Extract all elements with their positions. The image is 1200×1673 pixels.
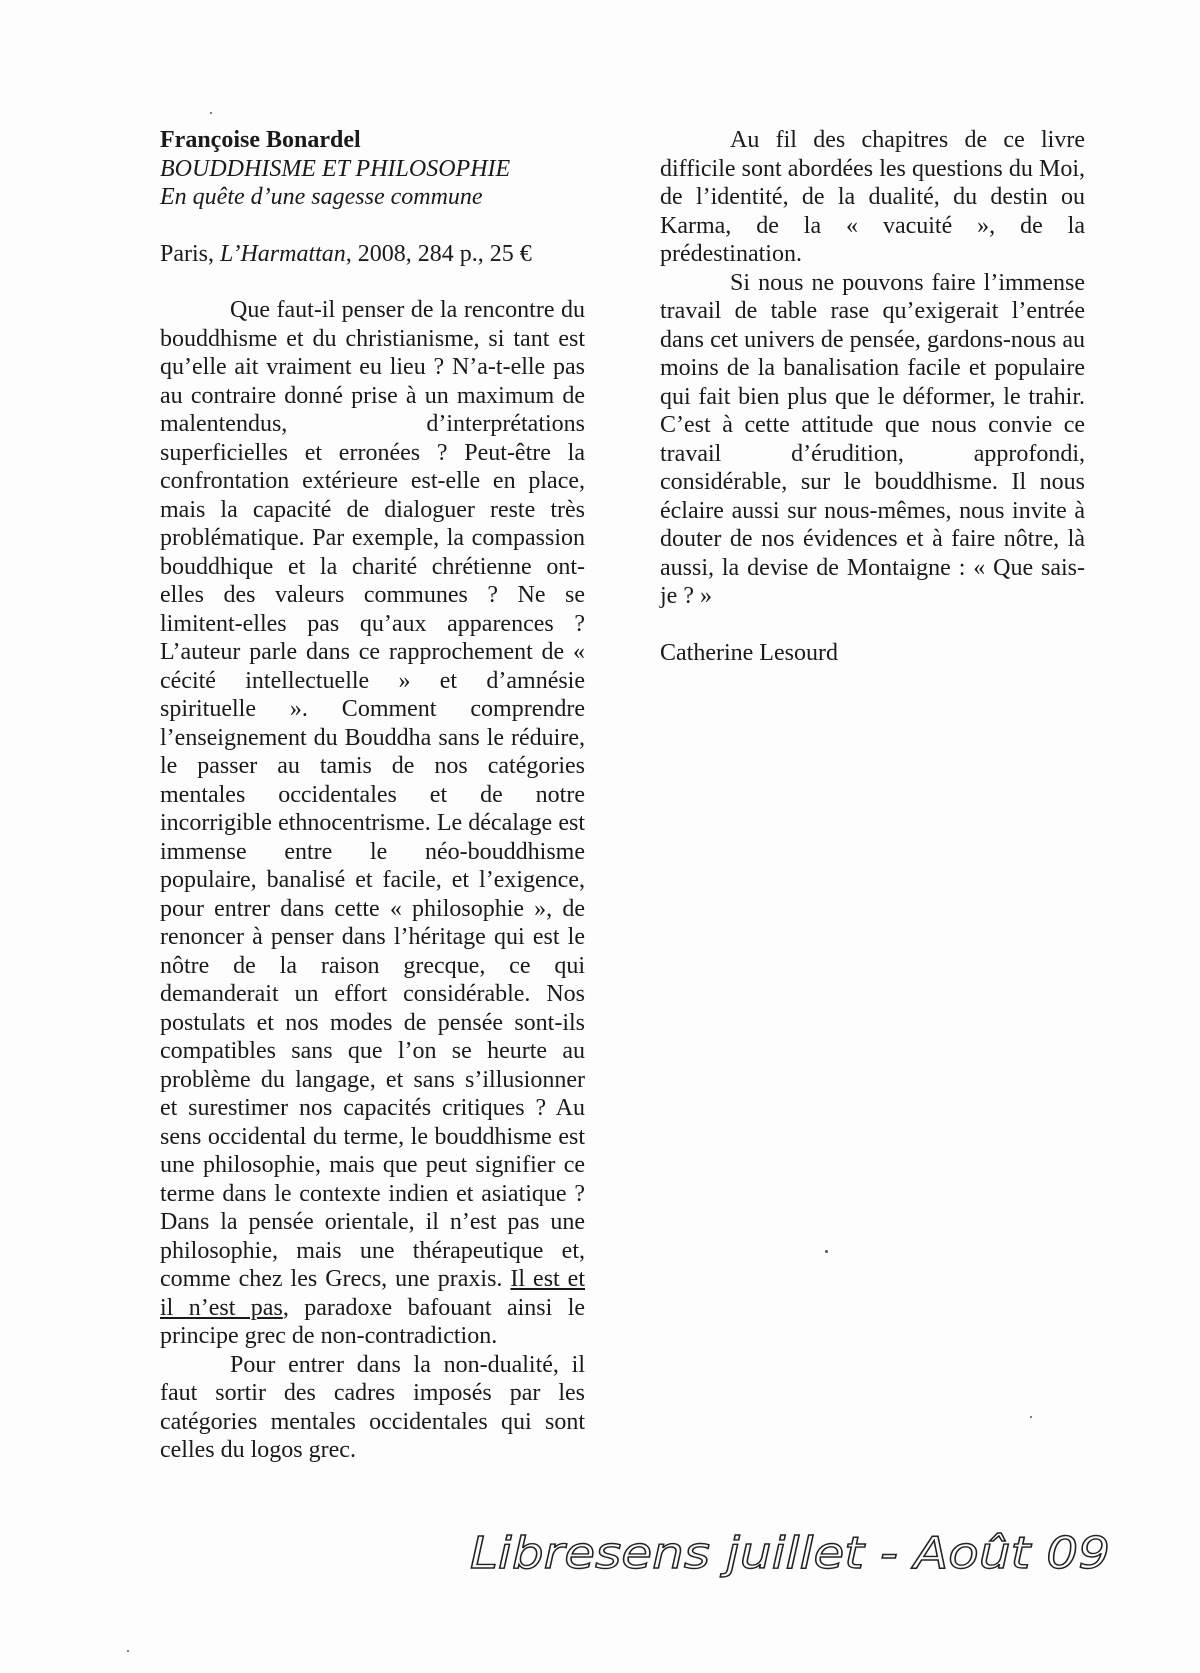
review-paragraph-3: Au fil des chapitres de ce livre difficile sont abordées les questions du Moi, de l’identité, de la dualité, du destin ou Karma, de la « vacuité », de la prédestination. <box>660 127 1085 267</box>
book-subtitle: En quête d’une sagesse commune <box>160 184 483 210</box>
book-author: Françoise Bonardel <box>160 127 361 153</box>
handwritten-note-graphic <box>470 1518 1170 1598</box>
review-paragraph-2: Pour entrer dans la non-dualité, il faut sortir des cadres imposés par les catégories mentales occidentales qui sont celles du logos grec. <box>160 1351 585 1463</box>
pub-city: Paris, <box>160 240 220 267</box>
right-column <box>660 126 1085 691</box>
publication-info <box>160 240 585 269</box>
review-paragraph-1 <box>160 296 585 1351</box>
review-paragraph-1-text-a: Que faut-il penser de la rencontre du bouddhisme et du christianisme, si tant est qu’elle ait vraiment eu lieu ? N’a-t-elle pas au contraire donné prise à un maximum de malentendus, d’interprétations superficielles et erronées ? Peut-être la confrontation extérieure est-elle en place, mais la capacité de dialoguer reste très problématique. Par exemple, la compassion bouddhique et la charité chrétienne ont-elles des valeurs communes ? Ne se limitent-elles pas qu’aux apparences ? L’auteur parle dans ce rapprochement de « cécité intellectuelle » et d’amnésie spirituelle ». Comment comprendre l’enseignement du Bouddha sans le réduire, le passer au tamis de nos catégories mentales occidentales et de notre incorrigible ethnocentrisme. Le décalage est immense entre le néo-bouddhisme populaire, banalisé et facile, et l’exigence, pour entrer dans cette « philosophie », de renoncer à penser dans l’héritage qui est le nôtre de la raison grecque, ce qui demanderait un effort considérable. Nos postulats et nos modes de pensée sont-ils compatibles sans que l’on se heurte au problème du langage, et sans s’illusionner et surestimer nos capacités critiques ? Au sens occidental du terme, le bouddhisme est une philosophie, mais que peut signifier ce terme dans le contexte indien et asiatique ? Dans la pensée orientale, il n’est pas une philosophie, mais une thérapeutique et, comme chez les Grecs, une praxis. <box>160 297 585 1292</box>
reviewer-signature: Catherine Lesourd <box>660 639 838 666</box>
review-paragraph-4: Si nous ne pouvons faire l’immense travail de table rase qu’exigerait l’entrée dans cet univers de pensée, gardons-nous au moins de la banalisation facile et populaire qui fait bien plus que le déformer, le trahir. C’est à cette attitude que nous convie ce travail d’érudition, approfondi, considérable, sur le bouddhisme. Il nous éclaire aussi sur nous-mêmes, nous invite à douter de nos évidences et à faire nôtre, là aussi, la devise de Montaigne : « Que sais-je ? » <box>660 269 1085 609</box>
pub-details: , 2008, 284 p., 25 € <box>345 240 532 267</box>
review-paragraph-1-text-b: , paradoxe bafouant ainsi le principe grec de non-contradiction. <box>160 1294 586 1349</box>
left-column <box>160 126 585 1465</box>
handwritten-note-text: Libresens juillet - Août 09 <box>470 1528 1110 1579</box>
pub-publisher: L’Harmattan <box>220 240 346 267</box>
scan-speck <box>210 112 212 114</box>
scan-speck <box>1030 1416 1032 1418</box>
underlined-phrase: Il est et il n’est pas <box>160 1266 586 1321</box>
handwritten-note <box>470 1518 1170 1598</box>
scan-speck <box>825 1250 828 1253</box>
book-title: BOUDDHISME ET PHILOSOPHIE <box>160 155 511 182</box>
scan-speck <box>127 1650 129 1652</box>
